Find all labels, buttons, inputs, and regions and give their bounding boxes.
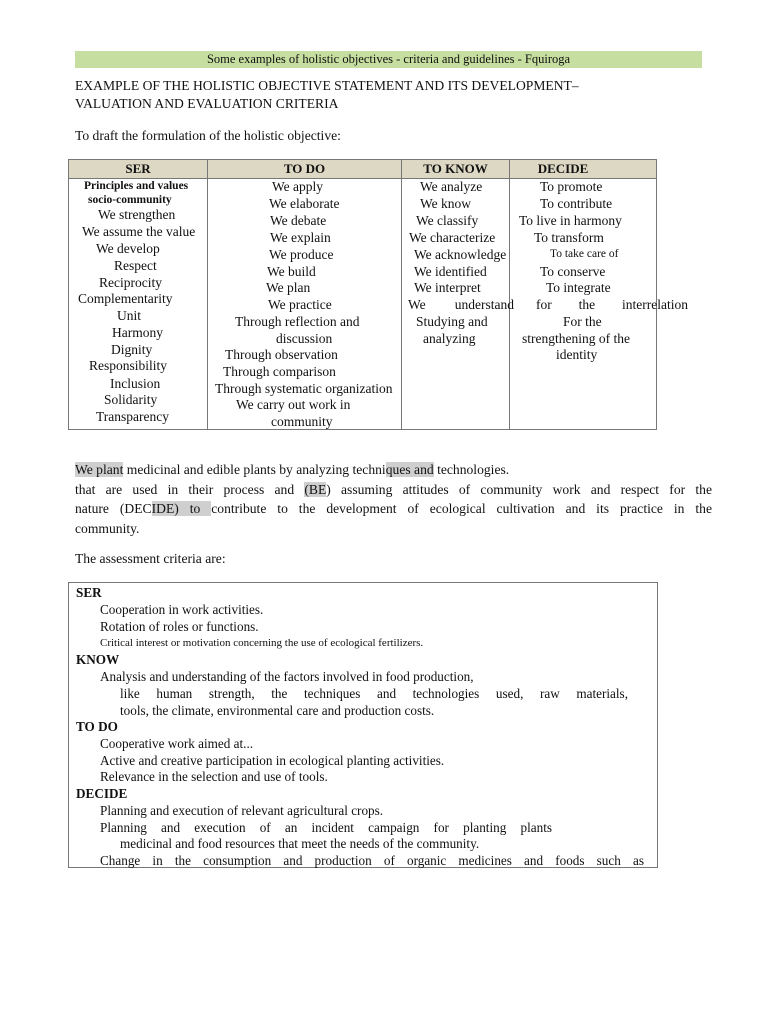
ser-cell: Solidarity <box>104 392 158 407</box>
section-title-decide: DECIDE <box>76 786 128 801</box>
criteria-text: Planning and execution of relevant agricultural crops. <box>100 803 384 818</box>
criteria-text: Active and creative participation in ecological planting activities. <box>100 753 445 768</box>
ser-cell: We develop <box>96 241 160 256</box>
ser-cell: Inclusion <box>110 376 161 391</box>
todo-cell: We plan <box>266 280 311 295</box>
criteria-box <box>68 582 658 868</box>
section-title-todo: TO DO <box>76 719 118 734</box>
criteria-text: Cooperation in work activities. <box>100 602 264 617</box>
ser-cell: Respect <box>114 258 157 273</box>
criteria-item <box>100 635 423 652</box>
criteria-continuation: like human strength, the techniques and technologies used, raw materials, <box>120 686 628 701</box>
know-cell: We identified <box>414 264 487 279</box>
ser-cell: We assume the value <box>82 224 196 239</box>
ser-cell: Complementarity <box>78 291 173 306</box>
column-divider <box>401 160 402 429</box>
decide-cell: To promote <box>540 179 603 194</box>
todo-cell: We practice <box>268 297 332 312</box>
todo-cell: We debate <box>270 213 327 228</box>
text-span: ) assuming attitudes of community work and respect for the <box>326 481 712 497</box>
ser-cell: Unit <box>117 308 142 323</box>
decide-cell: To contribute <box>540 196 613 211</box>
paragraph-line: community. <box>75 520 140 536</box>
criteria-text: Critical interest or motivation concerning the use of ecological fertilizers. <box>100 637 424 649</box>
criteria-continuation: tools, the climate, environmental care and production costs. <box>120 703 435 718</box>
todo-cell: We produce <box>269 247 334 262</box>
todo-cell: We elaborate <box>269 196 340 211</box>
intro-text: To draft the formulation of the holistic objective: <box>75 128 341 143</box>
criteria-text: Planning and execution of an incident campaign for planting plants <box>100 820 552 835</box>
decide-cell: for the interrelation <box>536 297 688 312</box>
title-line-2: VALUATION AND EVALUATION CRITERIA <box>75 96 339 111</box>
criteria-text: Rotation of roles or functions. <box>100 619 259 634</box>
todo-cell: Through observation <box>225 347 338 362</box>
section-title-know: KNOW <box>76 652 120 667</box>
header-know: TO KNOW <box>423 161 488 176</box>
criteria-item <box>100 768 328 787</box>
text-span: technologies. <box>433 462 510 477</box>
highlight: IDE) to <box>151 501 212 516</box>
know-cell: We interpret <box>414 280 481 295</box>
todo-cell: Through comparison <box>223 364 336 379</box>
paragraph-line <box>75 460 712 480</box>
column-divider <box>509 160 510 429</box>
ser-cell: Harmony <box>112 325 163 340</box>
know-cell: We classify <box>416 213 479 228</box>
know-cell: analyzing <box>423 331 476 346</box>
ser-cell: Dignity <box>111 342 153 357</box>
decide-cell: For the <box>563 314 602 329</box>
column-divider <box>207 160 208 429</box>
title-line-1: EXAMPLE OF THE HOLISTIC OBJECTIVE STATEMENT AND ITS DEVELOPMENT– <box>75 78 579 93</box>
ser-cell: Transparency <box>96 409 169 424</box>
header-decide: DECIDE <box>537 161 589 176</box>
highlight: (BE <box>304 481 327 497</box>
decide-cell: To live in harmony <box>519 213 622 228</box>
todo-cell: We apply <box>272 179 324 194</box>
criteria-item <box>100 852 644 871</box>
know-cell: We analyze <box>420 179 483 194</box>
highlight: ques and <box>385 462 434 477</box>
assessment-intro: The assessment criteria are: <box>75 551 226 566</box>
text-span: nature (DEC <box>75 501 152 516</box>
criteria-text: Relevance in the selection and use of tools. <box>100 769 328 784</box>
know-cell: We know <box>420 196 472 211</box>
text-span: medicinal and edible plants by analyzing techni <box>123 462 386 477</box>
decide-cell: To conserve <box>540 264 606 279</box>
todo-cell: Through reflection and <box>235 314 360 329</box>
document-header: Some examples of holistic objectives - criteria and guidelines - Fquiroga <box>75 51 702 68</box>
todo-cell: Through systematic organization <box>215 381 393 396</box>
page-title <box>75 77 715 113</box>
decide-cell: identity <box>556 347 598 362</box>
criteria-text: Cooperative work aimed at... <box>100 736 254 751</box>
section-title-ser: SER <box>76 585 102 600</box>
objectives-table <box>68 159 688 430</box>
paragraph-line <box>75 480 712 500</box>
todo-cell: community <box>271 414 333 429</box>
know-cell: We characterize <box>409 230 496 245</box>
ser-cell: Principles and values <box>84 180 189 192</box>
todo-cell: discussion <box>276 331 333 346</box>
ser-cell: Responsibility <box>89 358 168 373</box>
criteria-text: Change in the consumption and production of organic medicines and foods such as <box>100 853 644 868</box>
todo-cell: We explain <box>270 230 331 245</box>
decide-cell: strengthening of the <box>522 331 630 346</box>
todo-cell: We carry out work in <box>236 397 351 412</box>
know-cell: We understand <box>408 297 514 312</box>
paragraph-line <box>75 499 712 519</box>
ser-cell: We strengthen <box>98 207 176 222</box>
criteria-continuation: medicinal and food resources that meet the needs of the community. <box>120 836 480 851</box>
header-ser: SER <box>125 161 151 176</box>
objective-paragraph <box>75 460 712 538</box>
text-span: contribute to the development of ecological cultivation and its practice in the <box>211 501 713 516</box>
ser-cell: socio-community <box>88 194 172 206</box>
highlight: We plant <box>75 462 124 477</box>
text-span: that are used in their process and <box>75 481 305 497</box>
header-todo: TO DO <box>283 161 326 176</box>
decide-cell: To integrate <box>546 280 611 295</box>
decide-cell: To transform <box>534 230 604 245</box>
know-cell: We acknowledge <box>414 247 507 262</box>
know-cell: Studying and <box>416 314 488 329</box>
todo-cell: We build <box>267 264 316 279</box>
ser-cell: Reciprocity <box>99 275 162 290</box>
criteria-text: Analysis and understanding of the factors involved in food production, <box>100 669 474 684</box>
decide-cell: To take care of <box>550 248 619 260</box>
